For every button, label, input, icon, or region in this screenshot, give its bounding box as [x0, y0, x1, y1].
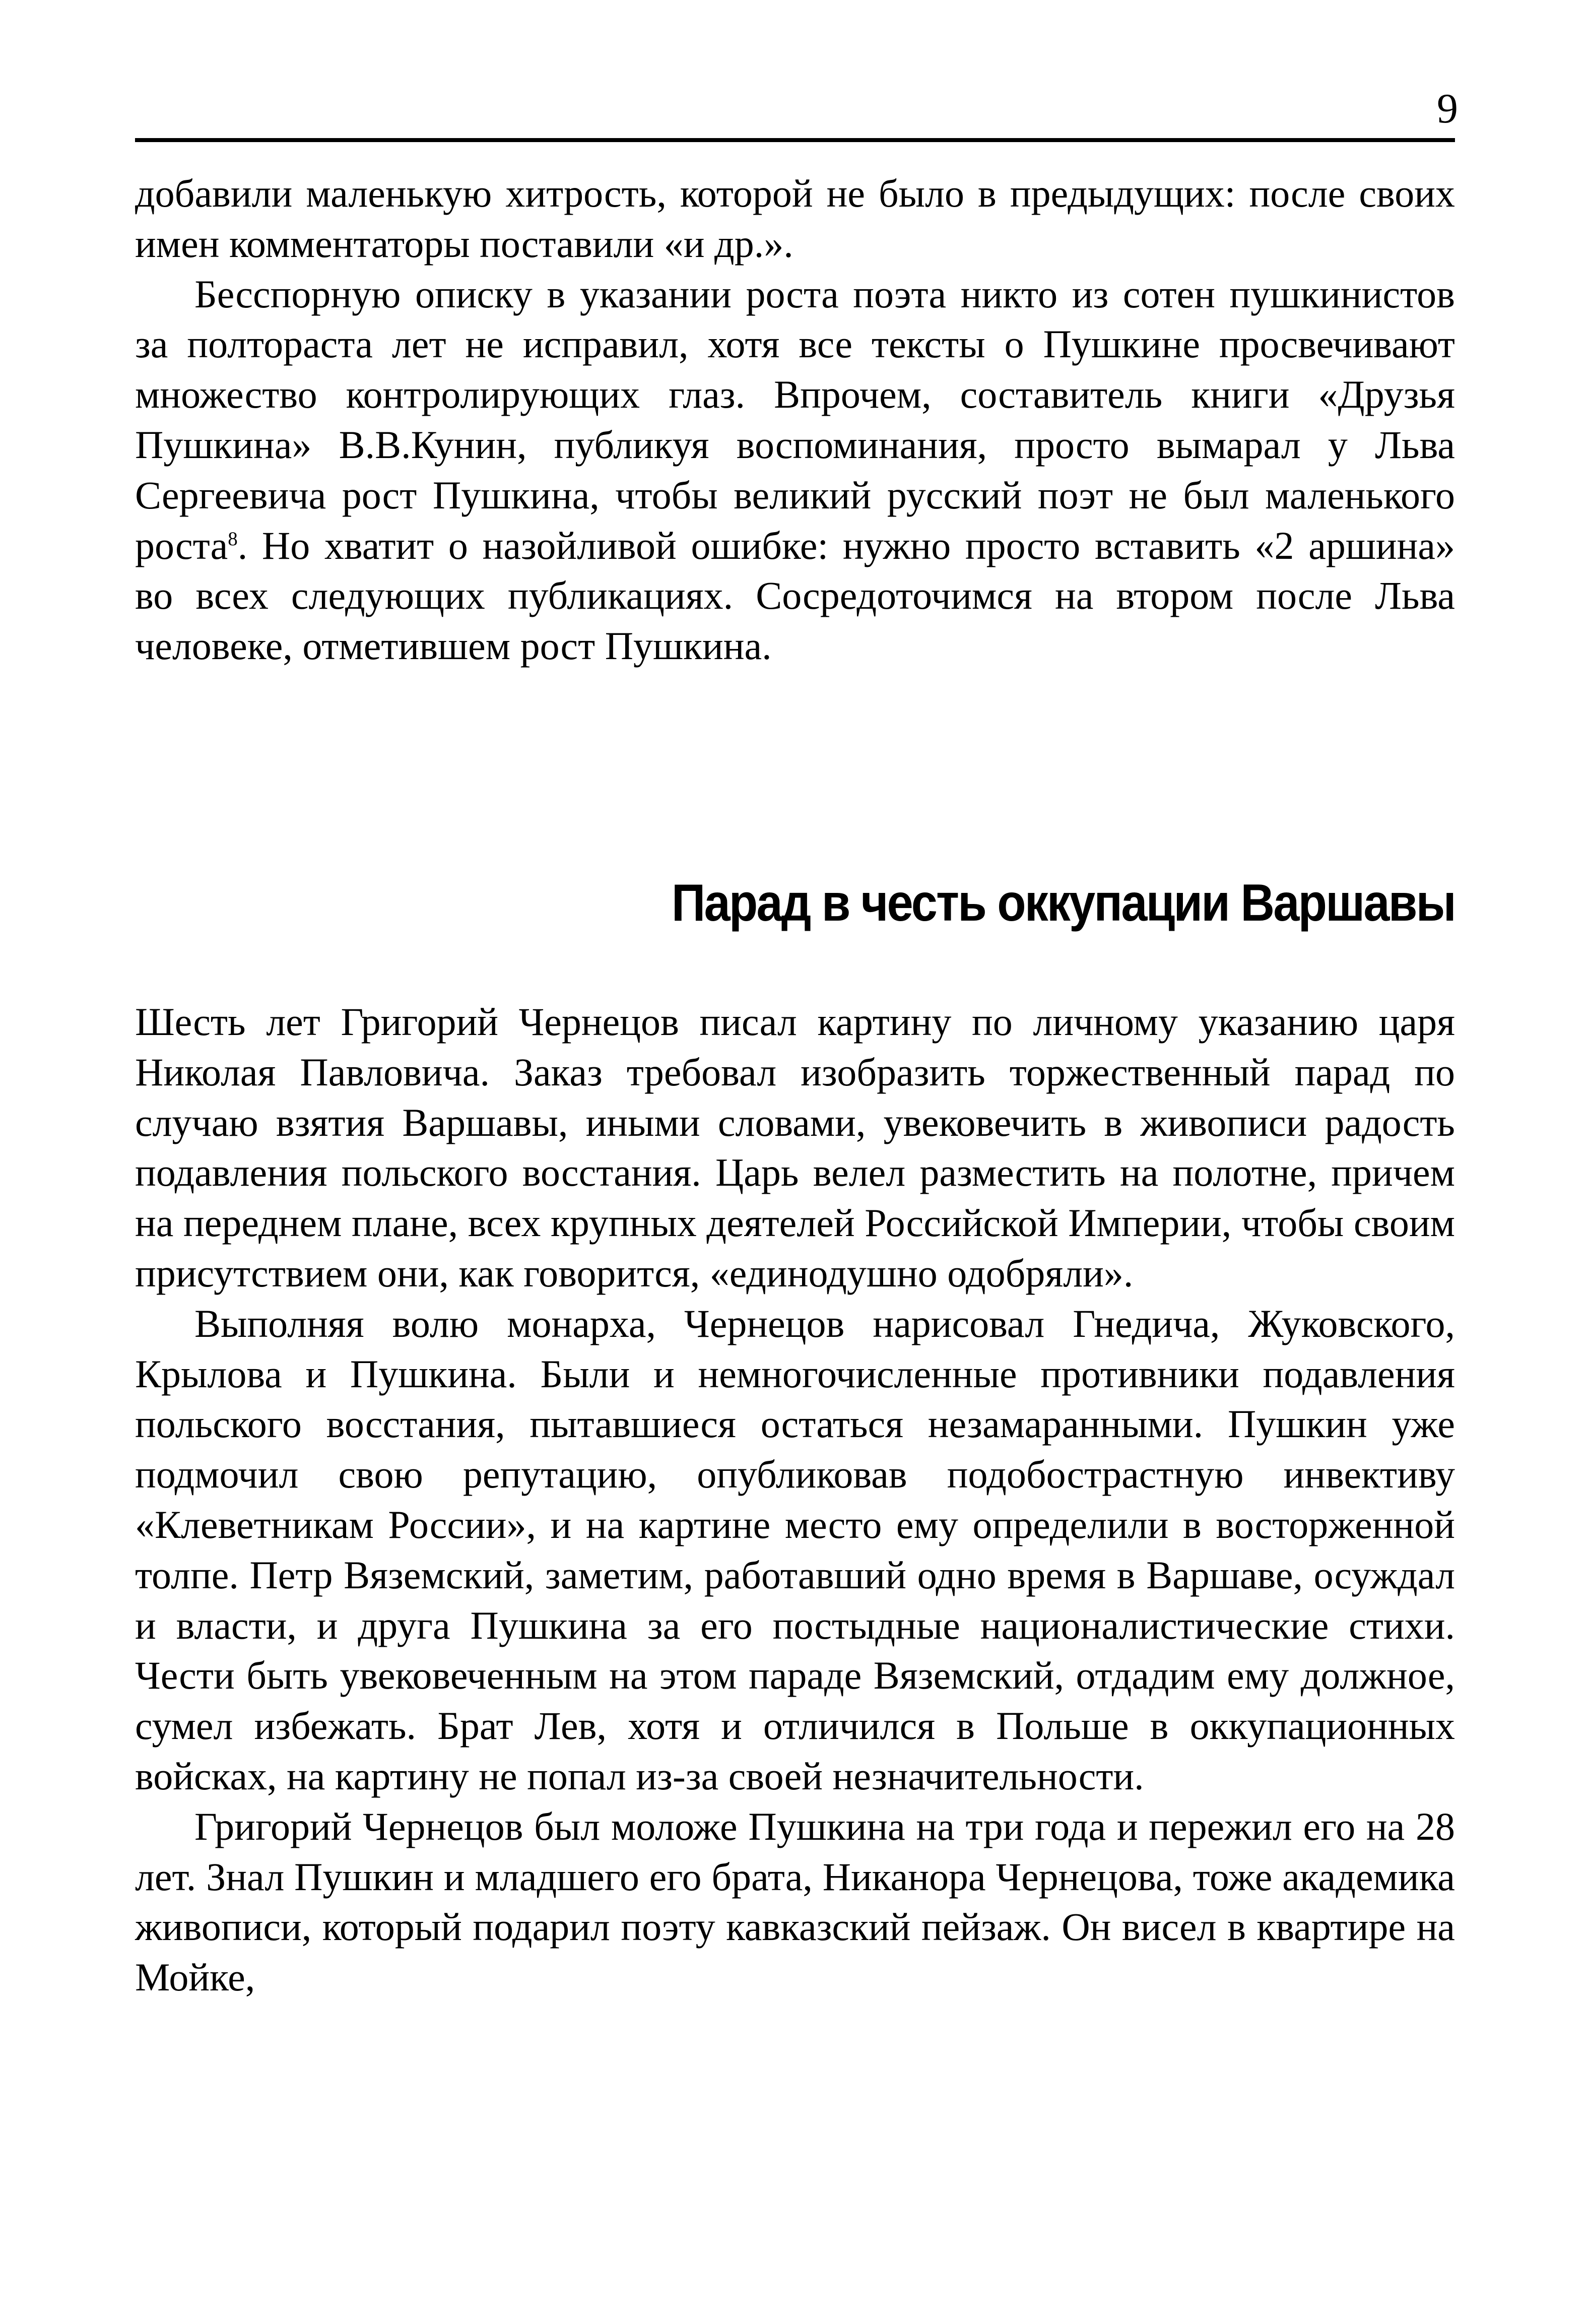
- paragraph-rost-text-b: . Но хватит о назойливой ошибке: нужно просто вставить «2 аршина» во всех следующих публикациях. Сосредоточимся на втором после Льва человеке, отметившем рост Пушкина.: [135, 523, 1455, 668]
- footnote-reference: 8: [228, 528, 238, 550]
- paragraph-chernetsov-painting: Шесть лет Григорий Чернецов писал картину по личному указанию царя Николая Павловича. Заказ требовал изобразить торжественный парад по случаю взятия Варшавы, иными словами, увековечить в живописи радость подавления польского восстания. Царь велел разместить на полотне, причем на переднем плане, всех крупных деятелей Российской Империи, чтобы своим присутствием они, как говорится, «единодушно одобряли».: [135, 1000, 1455, 1295]
- top-text-block: [135, 168, 1455, 671]
- section-title: Парад в честь оккупации Варшавы: [672, 874, 1455, 932]
- paragraph-chernetsov-brothers: Григорий Чернецов был моложе Пушкина на три года и пережил его на 28 лет. Знал Пушкин и младшего его брата, Никанора Чернецова, тоже академика живописи, который подарил поэту кавказский пейзаж. Он висел в квартире на Мойке,: [135, 1804, 1455, 1999]
- paragraph-continuation: добавили маленькую хитрость, которой не было в предыдущих: после своих имен комментаторы поставили «и др.».: [135, 171, 1455, 266]
- header-rule: [135, 138, 1455, 142]
- paragraph-rost-text-a: Бесспорную описку в указании роста поэта никто из сотен пушкинистов за полтораста лет не исправил, хотя все тексты о Пушкине просвечивают множество контролирующих глаз. Впрочем, составитель книги «Друзья Пушкина» В.В.Кунин, публикуя воспоминания, просто вымарал у Льва Сергеевича рост Пушкина, чтобы великий русский поэт не был маленького роста: [135, 272, 1455, 567]
- paragraph-monarch-will: Выполняя волю монарха, Чернецов нарисовал Гнедича, Жуковского, Крылова и Пушкина. Были и немногочисленные противники подавления польского восстания, пытавшиеся остаться незамаранными. Пушкин уже подмочил свою репутацию, опубликовав подобострастную инвективу «Клеветникам России», и на картине место ему определили в восторженной толпе. Петр Вяземский, заметим, работавший одно время в Варшаве, осуждал и власти, и друга Пушкина за его постыдные националистические стихи. Чести быть увековеченным на этом параде Вяземский, отдадим ему должное, сумел избежать. Брат Лев, хотя и отличился в Польше в оккупационных войсках, на картину не попал из-за своей незначительности.: [135, 1301, 1455, 1798]
- section-text-block: [135, 997, 1455, 2003]
- paragraph-rost: [135, 269, 1455, 671]
- page-number: 9: [1437, 85, 1458, 132]
